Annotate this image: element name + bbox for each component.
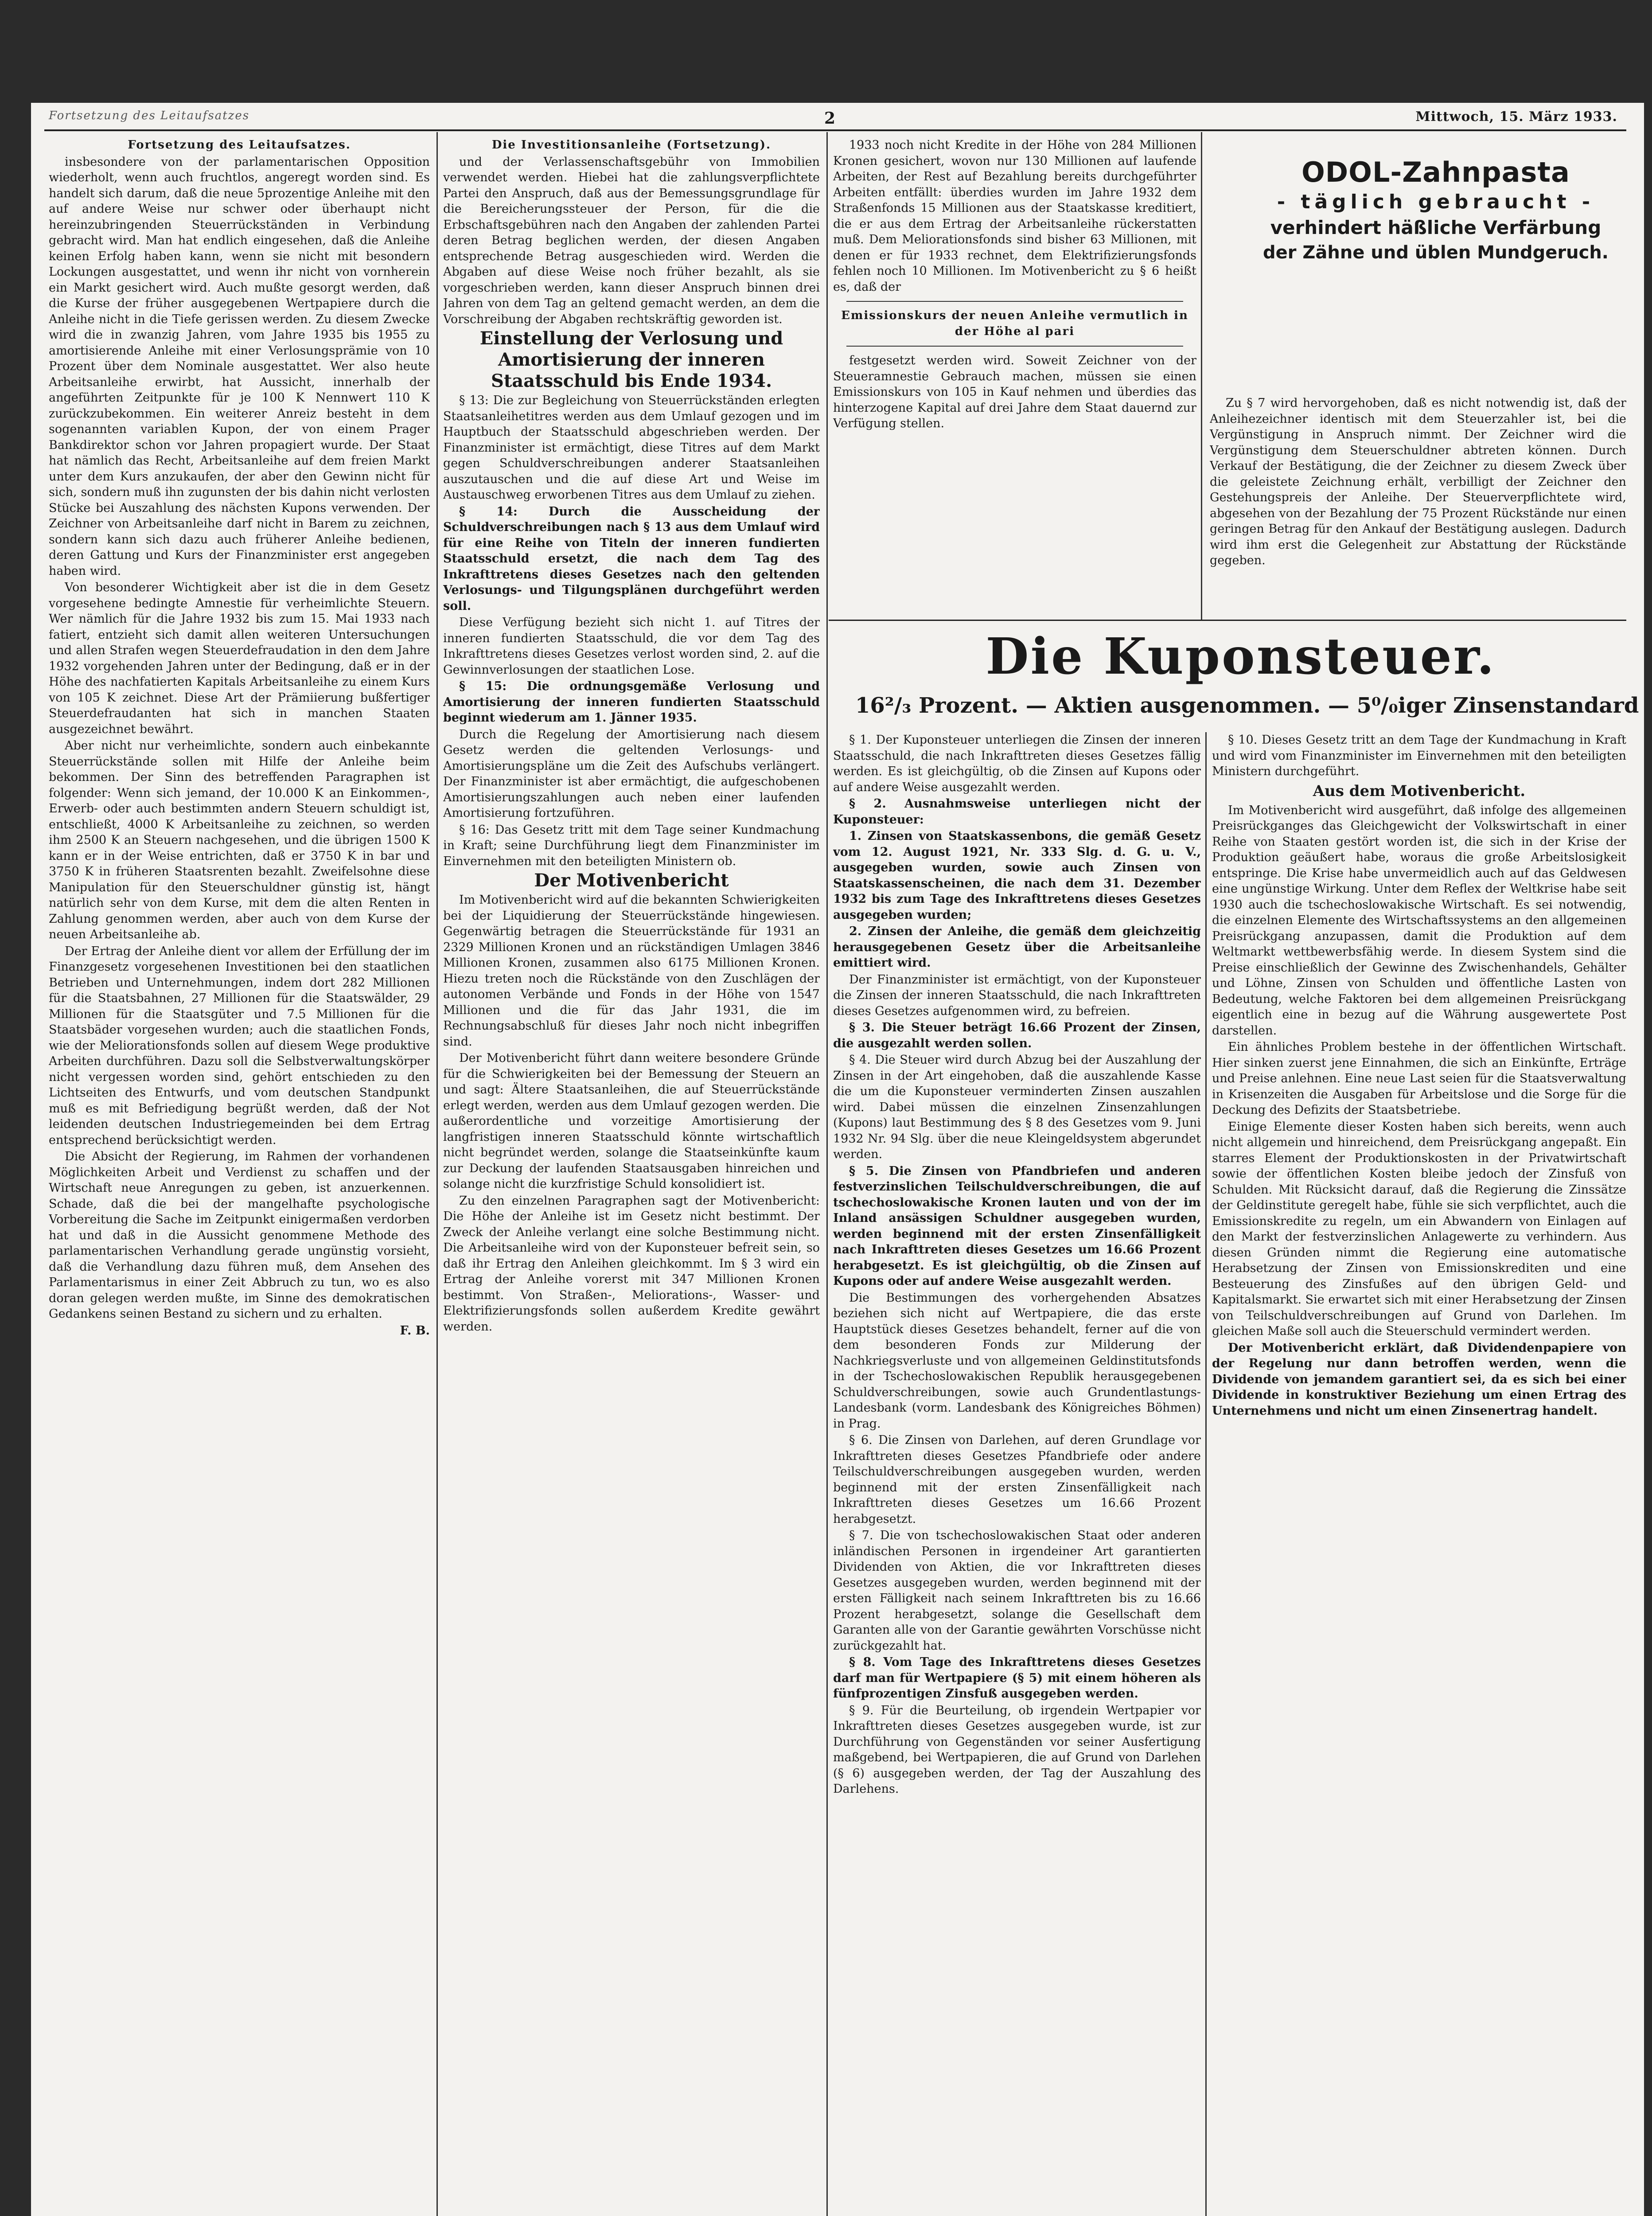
paragraph: § 8. Vom Tage des Inkrafttretens dieses Gesetzes darf man für Wertpapiere (§ 5) mit einem höheren als fünfprozentigen Zinsfuß ausgegeben werden.: [833, 1655, 1201, 1701]
paragraph: Der Motivenbericht führt dann weitere besondere Gründe für die Schwierigkeiten bei der Bemessung der Steuern an und sagt: Ältere Staatsanleihen, die auf Steuerrückstände erlegt werden, werden aus dem Umlauf gezogen werden. Die außerordentliche und vorzeitige Amortisierung der langfristigen inneren Staatsschuld könnte wirtschaftlich nicht begründet werden, solange die Staatseinkünfte kaum zur Deckung der laufenden Staatsausgaben hinreichen und solange nicht die kurzfristige Schuld konsolidiert ist.: [443, 1051, 820, 1191]
paragraph: § 9. Für die Beurteilung, ob irgendein Wertpapier vor Inkrafttreten dieses Gesetzes ausgegeben wurde, ist zur Durchführung von Gegenständen vor seiner Ausfertigung maßgebend, bei Wertpapieren, die auf Grund von Darlehen (§ 6) ausgegeben werden, der Tag der Auszahlung des Darlehens.: [833, 1703, 1201, 1796]
paragraph: § 1. Der Kuponsteuer unterliegen die Zinsen der inneren Staatsschuld, die nach Inkrafttreten dieses Gesetzes fällig werden. Es ist gleichgültig, ob die Zinsen auf Kupons oder auf andere Weise ausgezahlt werden.: [833, 733, 1201, 794]
section-heading: Einstellung der Verlosung und Amortisierung der inneren Staatsschuld bis Ende 1934.: [479, 328, 783, 391]
paragraph: Die Bestimmungen des vorhergehenden Absatzes beziehen sich nicht auf Wertpapiere, die das erste Hauptstück dieses Gesetzes behandelt, ferner auf die von dem besonderen Fonds zur Milderung der Nachkriegsverluste und von allgemeinen Geldinstitutsfonds in der Tschechoslowakischen Republik herausgegebenen Schuldverschreibungen, sowie auch Grundentlastungs-Landesbank (vorm. Landesbank des Königreiches Böhmen) in Prag.: [833, 1291, 1201, 1431]
ad-text: der Zähne und üblen Mundgeruch.: [1262, 242, 1609, 263]
paragraph: § 5. Die Zinsen von Pfandbriefen und anderen festverzinslichen Teilschuldverschreibungen, die auf tschechoslowakische Kronen lauten und von der im Inland ansässigen Schuldner ausgegeben wurden, werden beginnend mit der ersten Zinsenfälligkeit nach Inkrafttreten dieses Gesetzes um 16.66 Prozent herabgesetzt. Es ist gleichgültig, ob die Zinsen auf Kupons oder auf andere Weise ausgezahlt werden.: [833, 1164, 1201, 1288]
author-signature: F. B.: [400, 1323, 430, 1338]
paragraph: Zu den einzelnen Paragraphen sagt der Motivenbericht: Die Höhe der Anleihe ist im Gesetz nicht bestimmt. Der Zweck der Anleihe verlangt eine solche Bestimmung nicht. Die Arbeitsanleihe wird von der Kuponsteuer befreit sein, so daß ihr Ertrag den Anleihen gleichkommt. Im § 3 wird ein Ertrag der Anleihe vorerst mit 347 Millionen Kronen bestimmt. Von Straßen-, Meliorations-, Wasser- und Elektrifizierungsfonds sollen außerdem Kredite gewährt werden.: [443, 1194, 820, 1334]
paragraph: festgesetzt werden wird. Soweit Zeichner von der Steueramnestie Gebrauch machen, müssen sie einen Emissionskurs von 105 in Kauf nehmen und überdies das hinterzogene Kapital auf drei Jahre dem Staat dauernd zur Verfügung stellen.: [833, 354, 1196, 430]
box-rule: [846, 346, 1183, 347]
paragraph: 1933 noch nicht Kredite in der Höhe von 284 Millionen Kronen gesichert, wovon nur 130 Millionen auf laufende Arbeiten, der Rest auf Bezahlung bereits durchgeführter Arbeiten entfällt: überdies wurden im Jahre 1932 dem Straßenfonds 15 Millionen aus der Staatskasse kreditiert, die er aus dem Ertrag der Arbeitsanleihe rückerstatten muß. Dem Meliorationsfonds sind bisher 63 Millionen, mit denen er für 1933 rechnet, dem Elektrifizierungsfonds fehlen noch 10 Millionen. Im Motivenbericht zu § 6 heißt es, daß der: [833, 138, 1196, 294]
paragraph: Durch die Regelung der Amortisierung nach diesem Gesetz werden die geltenden Verlosungs- und Amortisierungspläne um die Zeit des Aufschubs verlängert. Der Finanzminister ist aber ermächtigt, die aufgeschobenen Amortisierungszahlungen auch neben einer laufenden Amortisierung fortzuführen.: [443, 727, 820, 820]
column-rule: [1201, 132, 1202, 620]
paragraph: 2. Zinsen der Anleihe, die gemäß dem gleichzeitig herausgegebenen Gesetz über die Arbeitsanleihe emittiert wird.: [833, 925, 1201, 970]
paragraph: § 10. Dieses Gesetz tritt an dem Tage der Kundmachung in Kraft und wird vom Finanzminister im Einvernehmen mit den beteiligten Ministern durchgeführt.: [1212, 733, 1626, 778]
paragraph: Der Motivenbericht erklärt, daß Dividendenpapiere von der Regelung nur dann betroffen werden, wenn die Dividende von jemandem garantiert sei, da es sich bei einer Dividende in konstruktiver Beziehung um einen Ertrag des Unternehmens und nicht um einen Zinsenertrag handelt.: [1212, 1341, 1626, 1418]
column-rule: [436, 132, 438, 2216]
section-rule: [829, 620, 1626, 621]
odol-advertisement: [1245, 156, 1626, 386]
box-rule: [846, 301, 1183, 302]
paragraph: Im Motivenbericht wird ausgeführt, daß infolge des allgemeinen Preisrückganges das Gleichgewicht der Volkswirtschaft in einer Reihe von Staaten gestört worden ist, die sich in der Krise der Produktion geäußert habe, woraus die große Arbeitslosigkeit entspringe. Die Krise habe unvermeidlich auch auf das Geldwesen eine ungünstige Wirkung. Unter dem Reflex der Weltkrise habe seit 1930 auch die tschechoslowakische Wirtschaft. Es sei notwendig, die einzelnen Elemente des Wirtschaftssystems an den allgemeinen Preisrückgang anzupassen, damit die Produktion auf dem Weltmarkt wettbewerbsfähig werde. In diesem System sind die Preise einschließlich der Gewinne des Zwischenhandels, Gehälter und Löhne, Zinsen von Schulden und öffentliche Lasten von Bedeutung, welche Faktoren bei dem allgemeinen Preisrückgang eigentlich eine in bezug auf die Währung ausgewertete Post darstellen.: [1212, 803, 1626, 1038]
section-heading: Aus dem Motivenbericht.: [1313, 782, 1526, 800]
page-number: 2: [824, 109, 836, 128]
column-paragraph-7: [1210, 395, 1626, 617]
header-rule: [44, 129, 1626, 131]
paragraph: Diese Verfügung bezieht sich nicht 1. auf Titres der inneren fundierten Staatsschuld, die vor dem Tag des Inkrafttretens dieses Gesetzes verlost worden sind, 2. auf die Gewinnverlosungen der staatlichen Lose.: [443, 616, 820, 677]
newspaper-page: [31, 103, 1644, 2216]
paragraph: 1. Zinsen von Staatskassenbons, die gemäß Gesetz vom 12. August 1921, Nr. 333 Slg. d. G. u. V., ausgegeben wurden, sowie auch Zinsen von Staatskassenscheinen, die nach dem 31. Dezember 1932 bis zum Tage des Inkrafttretens dieses Gesetzes ausgegeben wurden;: [833, 829, 1201, 922]
box-heading: Emissionskurs der neuen Anleihe vermutlich in der Höhe al pari: [841, 309, 1188, 338]
column-investitionsanleihe: [443, 137, 820, 2216]
column-leitaufsatz: [49, 137, 430, 2216]
paragraph: § 13: Die zur Begleichung von Steuerrückständen erlegten Staatsanleihetitres werden aus dem Umlauf gezogen und im Hauptbuch der Staatsschuld abgeschrieben werden. Der Finanzminister ist ermächtigt, diese Titres auf dem Markt gegen Schuldverschreibungen anderer Staatsanleihen auszutauschen und die auf diese Art und Weise im Austauschweg erworbenen Titres aus dem Umlauf zu ziehen.: [443, 394, 820, 502]
paragraph: § 3. Die Steuer beträgt 16.66 Prozent der Zinsen, die ausgezahlt werden sollen.: [833, 1021, 1201, 1050]
paragraph: § 16: Das Gesetz tritt mit dem Tage seiner Kundmachung in Kraft; seine Durchführung liegt dem Finanzminister im Einvernehmen mit den beteiligten Ministern ob.: [443, 823, 820, 868]
paragraph: § 14: Durch die Ausscheidung der Schuldverschreibungen nach § 13 aus dem Umlauf wird für eine Reihe von Titeln der inneren fundierten Staatsschuld ersetzt, die nach dem Tag des Inkrafttretens dieses Gesetzes nach den geltenden Verlosungs- und Tilgungsplänen durchgeführt werden soll.: [443, 504, 820, 613]
paragraph: § 6. Die Zinsen von Darlehen, auf deren Grundlage vor Inkrafttreten dieses Gesetzes Pfandbriefe oder andere Teilschuldverschreibungen ausgegeben wurden, werden beginnend mit der ersten Zinsenfälligkeit nach Inkrafttreten dieses Gesetzes um 16.66 Prozent herabgesetzt.: [833, 1433, 1201, 1526]
paragraph: § 7. Die von tschechoslowakischen Staat oder anderen inländischen Personen in irgendeiner Art garantierten Dividenden von Aktien, die vor Inkrafttreten dieses Gesetzes ausgegeben wurden, werden beginnend mit der ersten Fälligkeit nach seinem Inkrafttreten bis zu 16.66 Prozent herabgesetzt, solange die Gesellschaft dem Garanten alle von der Garantie gewährten Vorschüsse nicht zurückgezahlt hat.: [833, 1529, 1201, 1653]
paragraph: § 4. Die Steuer wird durch Abzug bei der Auszahlung der Zinsen in der Art eingehoben, daß die auszahlende Kasse die um die Kuponsteuer verminderten Zinsen auszahlen wird. Dabei müssen die einzelnen Zinsenzahlungen (Kupons) laut Bestimmung des § 8 des Gesetzes vom 9. Juni 1932 Nr. 94 Slg. über die neue Kleingeldsystem abgerundet werden.: [833, 1053, 1201, 1161]
section-heading: Der Motivenbericht: [534, 870, 729, 891]
paragraph: § 2. Ausnahmsweise unterliegen nicht der Kuponsteuer:: [833, 797, 1201, 827]
column-title: Fortsetzung des Leitaufsatzes.: [128, 138, 351, 152]
paragraph: Aber nicht nur verheimlichte, sondern auch einbekannte Steuerrückstände sollen mit Hilfe der Anleihe beim bekommen. Der Sinn des betreffenden Paragraphen ist folgender: Wenn sich jemand, der 10.000 K an Einkommen-, Erwerb- oder auch bestimmten andern Steuern schuldigt ist, entschließt, 4000 K Arbeitsanleihe zu zeichnen, so werden ihm 2500 K an Steuern nachgesehen, und die übrigen 1500 K kann er in der Weise entrichten, daß er 3750 K in bar und 3750 K in früheren Staatsrenten bezahlt. Zweifelsohne diese Manipulation für den Steuerschuldner günstig ist, hängt natürlich sehr von dem Kurse, mit dem die alten Renten in Zahlung genommen werden, aber auch von dem Kurse der neuen Arbeitsanleihe ab.: [49, 739, 430, 941]
column-kuponsteuer-motivenbericht: [1212, 732, 1626, 2216]
column-investitionsanleihe-continued: [833, 137, 1196, 616]
masthead-left: Fortsetzung des Leitaufsatzes: [49, 109, 250, 122]
paragraph: Die Absicht der Regierung, im Rahmen der vorhandenen Möglichkeiten Arbeit und Verdienst zu schaffen und der Wirtschaft neue Anregungen zu geben, ist anzuerkennen. Schade, daß die bei der mangelhafte psychologische Vorbereitung die Sache im Zeitpunkt einigermaßen verdorben hat und daß in die Aussicht genommene Methode des parlamentarischen Verhandlung gerade ungünstig vorsieht, daß die Verhandlung dazu führen muß, dem Ansehen des Parlamentarismus in einer Zeit Abbruch zu tun, wo es also doran gelegen werden mußte, im Sinne des demokratischen Gedankens seinen Bestand zu sichern und zu erhalten.: [49, 1150, 430, 1321]
paragraph: Im Motivenbericht wird auf die bekannten Schwierigkeiten bei der Liquidierung der Steuerrückstände hingewiesen. Gegenwärtig betragen die Steuerrückstände für 1931 an 2329 Millionen Kronen und an rückständigen Umlagen 3846 Millionen Kronen, zusammen also 6175 Millionen Kronen. Hiezu treten noch die Rückstände von den Zuschlägen der autonomen Verbände und Fonds in der Höhe von 1547 Millionen und die für das Jahr 1931, die im Rechnungsabschluß für dieses Jahr noch nicht inbegriffen sind.: [443, 893, 820, 1049]
paragraph: Einige Elemente dieser Kosten haben sich bereits, wenn auch nicht allgemein und hinreichend, dem Preisrückgang angepaßt. Ein starres Element der Produktionskosten in der Privatwirtschaft sowie der öffentlichen Kosten bleibe jedoch der Zinsfuß von Schulden. Mit Rücksicht darauf, daß die Regierung die Zinssätze der Geldinstitute geregelt habe, fühle sie sich verpflichtet, auch die Emissionskredite zu regeln, um ein Abwandern von Einlagen auf den Markt der festverzinslichen Anlagewerte zu verhindern. Aus diesen Gründen nimmt die Regierung eine automatische Herabsetzung der Zinsen von Emissionskrediten und eine Besteuerung des Zinsfußes auf den übrigen Geld- und Kapitalsmarkt. Sie erwartet sich mit einer Herabsetzung der Zinsen von Teilschuldverschreibungen auf Grund von Darlehen. Im gleichen Maße soll auch die Steuerschuld vermindert werden.: [1212, 1120, 1626, 1338]
paragraph: Ein ähnliches Problem bestehe in der öffentlichen Wirtschaft. Hier sinken zuerst jene Einnahmen, die sich an Einkünfte, Erträge und Preise anlehnen. Eine neue Last seien für die Staatsverwaltung in Krisenzeiten die Ausgaben für Arbeitslose und die Sorge für die Deckung des Defizits der Staatsbetriebe.: [1212, 1040, 1626, 1117]
column-rule: [826, 132, 828, 2216]
column-title: Die Investitionsanleihe (Fortsetzung).: [491, 138, 771, 152]
column-kuponsteuer-law: [833, 732, 1201, 2216]
issue-date: Mittwoch, 15. März 1933.: [1415, 109, 1617, 125]
paragraph: insbesondere von der parlamentarischen Opposition wiederholt, wenn auch fruchtlos, angeregt worden sind. Es handelt sich darum, daß die neue 5prozentige Anleihe mit den auf andere Weise nur schwer oder überhaupt nicht hereinzubringenden Steuerrückständen in Verbindung gebracht wird. Man hat endlich eingesehen, daß die Anleihe keinen Erfolg haben kann, wenn sie nicht mit besondern Lockungen ausgestattet, und wenn ihr nicht von vornherein ein Markt gesichert wird. Auch mußte gesorgt werden, daß die Kurse der früher ausgegebenen Wertpapiere durch die Anleihe nicht in die Tiefe gerissen werden. Zu diesem Zwecke wird die in zwanzig Jahren, vom Jahre 1935 bis 1955 zu amortisierende Anleihe mit einer Verlosungsprämie von 10 Prozent über dem Nominale ausgestattet. Wer also heute Arbeitsanleihe erwirbt, hat Aussicht, innerhalb der angeführten Zeitpunkte für je 100 K Nennwert 110 K zurückzubekommen. Ein weiterer Anreiz besteht in dem sogenannten variablen Kupon, der von einem Prager Bankdirektor schon vor Jahren propagiert wurde. Der Staat hat nämlich das Recht, Arbeitsanleihe auf dem freien Markt unter dem Kurs anzukaufen, der aber den Gewinn nicht für sich, sondern muß ihn zugunsten der bis dahin nicht verlosten Stücke bei Auszahlung des nächsten Kupons verwenden. Der Zeichner von Arbeitsanleihe darf nicht in Barem zu zeichnen, sondern kann sich dazu auch früherer Anleihe bedienen, deren Gattung und Kurs der Finanzminister erst angegeben haben wird.: [49, 155, 430, 578]
paragraph: Zu § 7 wird hervorgehoben, daß es nicht notwendig ist, daß der Anleihezeichner identisch mit dem Steuerzahler ist, bei die Vergünstigung in Anspruch nimmt. Der Zeichner wird die Vergünstigung dem Steuerschuldner abtreten können. Durch Verkauf der Bestätigung, die der Zeichner zu diesem Zweck über die geleistete Zeichnung erhält, verbilligt der Zeichner den Gestehungspreis der Anleihe. Der Steuerverpflichtete wird, abgesehen von der Bezahlung der 75 Prozent Rückstände nur einen geringen Betrag für den Ankauf der Bestätigung auslegen. Dadurch wird ihm erst die Gelegenheit zur Abstattung der Rückstände gegeben.: [1210, 396, 1626, 567]
ad-slogan: - täglich gebraucht -: [1277, 191, 1595, 213]
kuponsteuer-headline: Die Kuponsteuer.: [986, 628, 1496, 686]
paragraph: Der Ertrag der Anleihe dient vor allem der Erfüllung der im Finanzgesetz vorgesehenen Investitionen bei den staatlichen Betrieben und Unternehmungen, indem dort 282 Millionen für die Staatsbahnen, 27 Millionen für die Staatswälder, 29 Millionen für die Staatsgüter und 7.5 Millionen für die Staatsbäder vorgesehen wurden; auch die staatlichen Fonds, wie der Meliorationsfonds sollen auf diesem Wege produktive Arbeiten durchführen. Dazu soll die Selbstverwaltungskörper nicht vergessen worden sind, gehört entschieden zu den Lichtseiten des Entwurfs, und vom deutschen Standpunkt muß es mit Befriedigung begrüßt werden, daß der Not leidenden deutschen Industriegemeinden bei dem Ertrag entsprechend berücksichtigt werden.: [49, 944, 430, 1147]
paragraph: Von besonderer Wichtigkeit aber ist die in dem Gesetz vorgesehene bedingte Amnestie für verheimlichte Steuern. Wer nämlich für die Jahre 1932 bis zum 15. Mai 1933 nach fatiert, entzieht sich damit allen weiteren Untersuchungen und allen Strafen wegen Steuerdefraudation in den dem Jahre 1932 vorgehenden Jahren unter der Bedingung, daß er in der Höhe des nachfatierten Kapitals Arbeitsanleihe zu einem Kurs von 105 K zeichnet. Diese Art der Prämiierung bußfertiger Steuerdefraudanten hat sich in manchen Staaten ausgezeichnet bewährt.: [49, 581, 430, 736]
paragraph: Der Finanzminister ist ermächtigt, von der Kuponsteuer die Zinsen der inneren Staatsschuld, die nach Inkrafttreten dieses Gesetzes aufgenommen wird, zu befreien.: [833, 972, 1201, 1018]
column-rule: [1205, 732, 1207, 2216]
paragraph: § 15: Die ordnungsgemäße Verlosung und Amortisierung der inneren fundierten Staatsschuld beginnt wiederum am 1. Jänner 1935.: [443, 679, 820, 725]
ad-text: verhindert häßliche Verfärbung: [1270, 217, 1601, 238]
kuponsteuer-subheadline: 16²/₃ Prozent. — Aktien ausgenommen. — 5⁰/₀iger Zinsenstandard: [855, 693, 1639, 718]
paragraph: und der Verlassenschaftsgebühr von Immobilien verwendet werden. Hiebei hat die zahlungsverpflichtete Partei den Anspruch, daß aus der Bemessungsgrundlage für die Bereicherungssteuer der Person, für die die Erbschaftsgebühren nach den Angaben der zahlenden Partei deren Betrag beglichen werden, der diesen Angaben entsprechende Betrag ausgeschieden wird. Werden die Abgaben auf diese Weise noch früher bezahlt, als sie vorgeschrieben werden, kann dieser Anspruch binnen drei Jahren von dem Tag an geltend gemacht werden, an dem die Vorschreibung der Abgaben rechtskräftig geworden ist.: [443, 155, 820, 326]
ad-brand: ODOL-Zahnpasta: [1301, 156, 1570, 188]
